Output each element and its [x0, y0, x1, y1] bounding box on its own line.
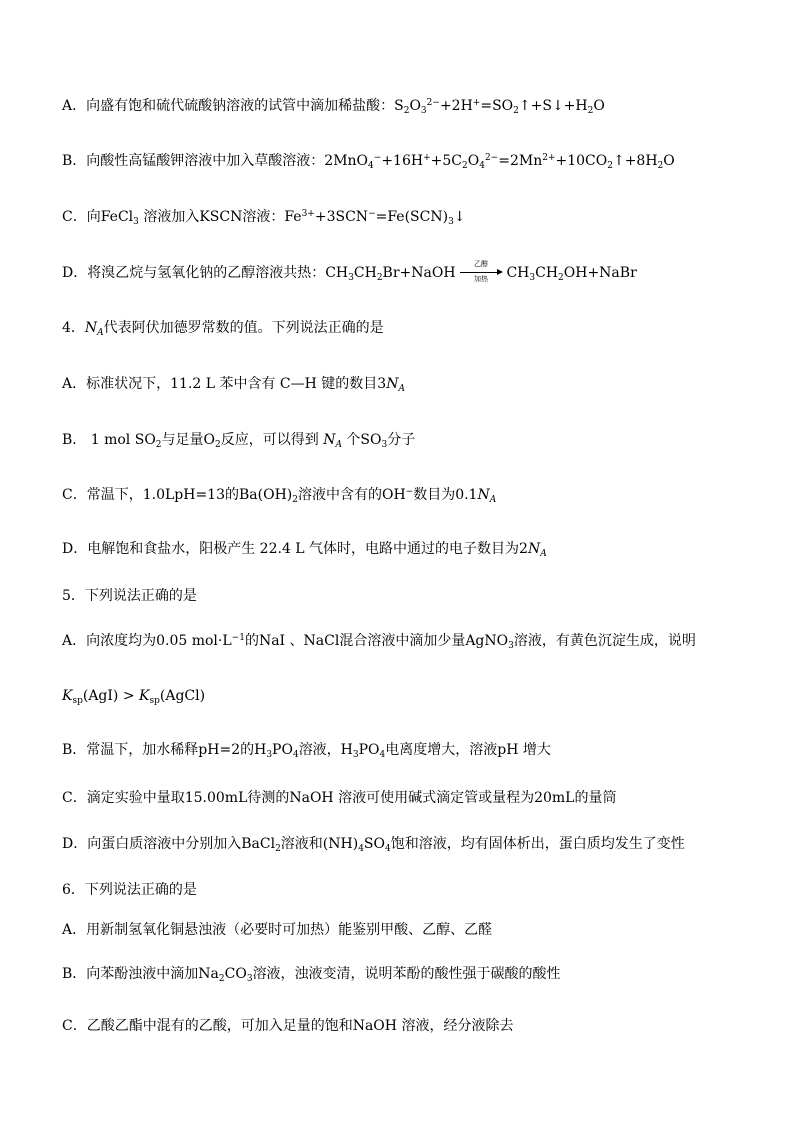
reaction-arrow-icon [460, 272, 498, 273]
q5-stem: 5．下列说法正确的是 [62, 588, 197, 604]
q3-option-b: B．向酸性高锰酸钾溶液中加入草酸溶液：$2MnO_4^-+16H^++5C_2O_4^{2-}=2Mn^{2+}+10CO_2↑+8H_2O$ [62, 153, 675, 171]
q5-option-a-continued: $K_{sp}(AgI)$ > $K_{sp}(AgCl)$ [62, 688, 206, 706]
q6-option-c: C．乙酸乙酯中混有的乙酸，可加入足量的饱和NaOH 溶液，经分液除去 [62, 1018, 514, 1034]
q4-option-a: A．标准状况下，11.2 L 苯中含有 C—H 键的数目$3N_A$ [62, 376, 405, 394]
q3-option-d: D．将溴乙烷与氢氧化钠的乙醇溶液共热：$CH_3CH_2Br+NaOH$ 乙醇 加热 $CH_3CH_2OH+NaBr$ [62, 260, 637, 283]
q6-option-b: B．向苯酚浊液中滴加$Na_2CO_3$溶液，浊液变清，说明苯酚的酸性强于碳酸的酸性 [62, 966, 561, 984]
q6-option-a: A．用新制氢氧化铜悬浊液（必要时可加热）能鉴别甲酸、乙醇、乙醛 [62, 922, 493, 938]
q3-option-a: A．向盛有饱和硫代硫酸钠溶液的试管中滴加稀盐酸：$S_2O_3^{2-}+2H^+=SO_2↑+S↓+H_2O$ [62, 98, 605, 116]
q6-stem: 6．下列说法正确的是 [62, 882, 197, 898]
q5-option-c: C．滴定实验中量取15.00mL待测的NaOH 溶液可使用碱式滴定管或量程为20mL的量筒 [62, 790, 617, 806]
q5-option-a: A．向浓度均为0.05 $mol\cdot L^{-1}$的NaI 、NaCl混合溶液中滴加少量AgNO$_3$溶液，有黄色沉淀生成，说明 [62, 633, 696, 651]
q3-option-c: C．向FeCl$_3$ 溶液加入KSCN溶液：$Fe^{3+}+3SCN^-=Fe(SCN)_3↓$ [62, 209, 466, 227]
q4-option-b: B． 1 mol $SO_2$与足量$O_2$反应，可以得到 $N_A$ 个$SO_3$分子 [62, 432, 416, 450]
q4-option-c: C．常温下，1.0LpH=13的$Ba(OH)_2$溶液中含有的OH−数目为$0.1N_A$ [62, 487, 497, 505]
reaction-condition-arrow: 乙醇 加热 [460, 266, 502, 280]
q5-option-d: D．向蛋白质溶液中分别加入BaCl$_2$溶液和$(NH)_4SO_4$饱和溶液，均有固体析出，蛋白质均发生了变性 [62, 836, 685, 854]
q5-option-b: B．常温下，加水稀释pH=2的$H_3PO_4$溶液，$H_3PO_4$电离度增大，溶液pH 增大 [62, 742, 551, 760]
q4-stem: 4．$N_A$代表阿伏加德罗常数的值。下列说法正确的是 [62, 320, 384, 338]
q4-option-d: D．电解饱和食盐水，阳极产生 22.4 L 气体时，电路中通过的电子数目为$2N_A$ [62, 541, 547, 559]
